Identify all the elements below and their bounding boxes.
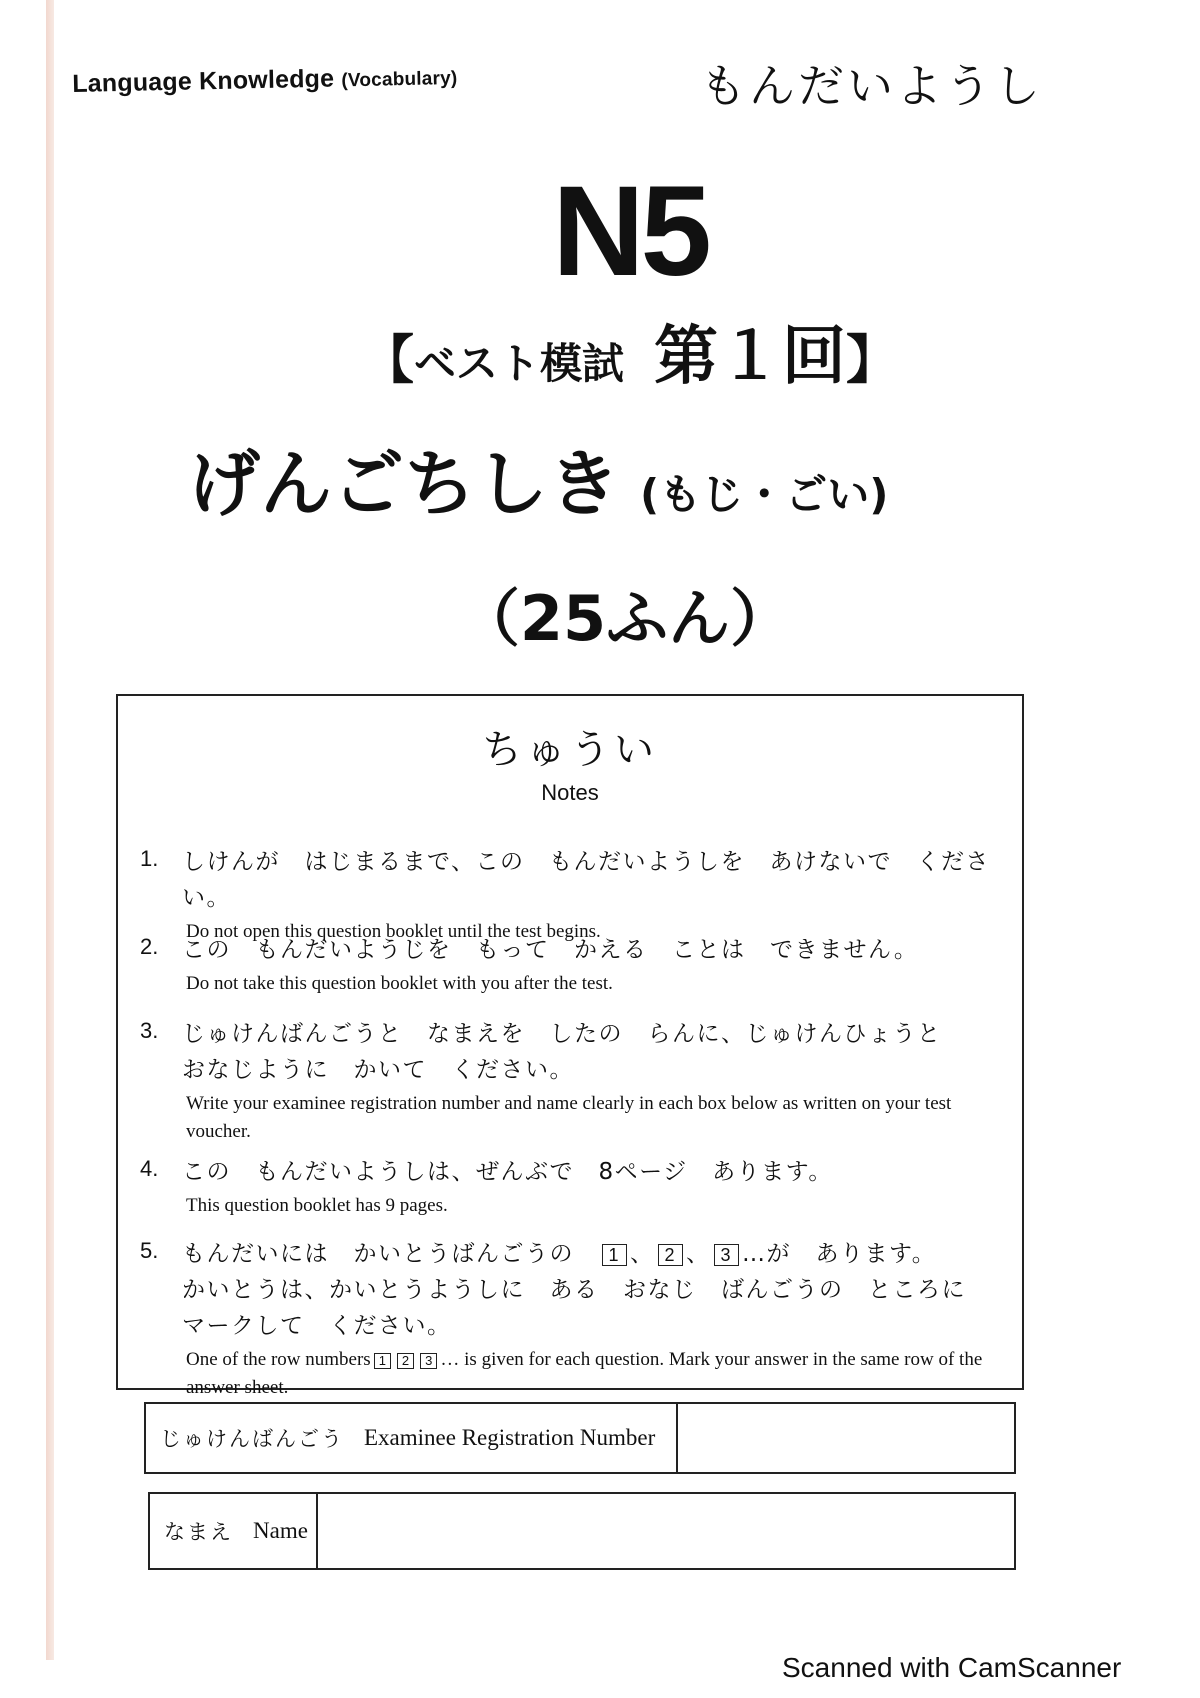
exam-duration: （25ふん） — [457, 582, 793, 655]
mock-exam-title — [0, 322, 1200, 392]
note-number: 1. — [140, 846, 159, 871]
best-moshi-label: ベスト模試 — [413, 339, 624, 388]
note-text-en-before: One of the row numbers — [186, 1349, 371, 1370]
section-title — [188, 442, 889, 526]
answer-number-box-2-small: 2 — [397, 1353, 414, 1369]
registration-number-input-area[interactable] — [678, 1404, 1014, 1472]
note-text-jp: この もんだいようじを もって かえる ことは できません。 — [182, 937, 919, 963]
note-item-2 — [140, 932, 1000, 998]
exam-level: N5 — [552, 160, 708, 303]
registration-number-field — [144, 1402, 1016, 1474]
separator: 、 — [630, 1241, 655, 1267]
name-label — [150, 1494, 318, 1568]
name-label-en: Name — [253, 1518, 308, 1543]
note-text-jp: しけんが はじまるまで、この もんだいようしを あけないで ください。 — [182, 849, 991, 911]
bracket-open: 【 — [361, 331, 414, 391]
language-knowledge-header — [72, 62, 458, 99]
note-text-jp — [182, 1236, 1000, 1344]
notes-box — [116, 694, 1024, 1398]
registration-number-label — [146, 1404, 678, 1472]
separator: 、 — [686, 1241, 711, 1267]
note-number: 4. — [140, 1156, 159, 1181]
note-number: 3. — [140, 1018, 159, 1043]
note-text-en: This question booklet has 9 pages. — [186, 1195, 448, 1216]
note-text-en: Do not take this question booklet with you after the test. — [186, 973, 613, 994]
note-item-1 — [140, 844, 1000, 946]
name-field — [148, 1492, 1016, 1570]
note-text-jp-rest: かいとうは、かいとうようしに ある おなじ ばんごうの ところに マークして ください。 — [182, 1277, 966, 1339]
notes-heading: ちゅうい — [482, 727, 658, 773]
note-text-en: Do not open this question booklet until the test begins. — [186, 921, 601, 942]
language-knowledge-label: Language Knowledge — [72, 64, 335, 98]
note-text-en — [186, 1346, 1000, 1402]
note-text-en: Write your examinee registration number and name clearly in each box below as written on your test voucher. — [186, 1093, 952, 1142]
registration-number-label-en: Examinee Registration Number — [364, 1425, 656, 1450]
registration-number-label-jp: じゅけんばんごう — [160, 1427, 344, 1451]
bracket-close: 】 — [846, 331, 899, 391]
name-input-area[interactable] — [318, 1494, 1014, 1568]
note-text-en-after: … is given for each question. Mark your answer in the same row of the answer sheet. — [186, 1349, 983, 1398]
answer-number-box-2: 2 — [658, 1244, 684, 1266]
note-item-5 — [140, 1236, 1000, 1402]
answer-number-box-3: 3 — [714, 1244, 740, 1266]
section-name: げんごちしき — [188, 442, 621, 526]
scanner-watermark: Scanned with CamScanner — [782, 1652, 1122, 1683]
note-number: 2. — [140, 934, 159, 959]
answer-number-box-1: 1 — [602, 1244, 628, 1266]
notes-heading-en: Notes — [541, 780, 599, 805]
section-subtitle: (もじ・ごい) — [640, 470, 889, 519]
note-text-jp-after: …が あります。 — [742, 1241, 937, 1267]
name-label-jp: なまえ — [164, 1520, 233, 1544]
note-text-jp: この もんだいようしは、ぜんぶで 8ページ あります。 — [182, 1159, 833, 1185]
vocabulary-label: (Vocabulary) — [341, 67, 458, 92]
note-item-3 — [140, 1016, 1000, 1146]
note-item-4 — [140, 1154, 1000, 1220]
question-booklet-label: もんだいようし — [700, 59, 1043, 113]
note-text-jp: じゅけんばんごうと なまえを したの らんに、じゅけんひょうと おなじように かいて ください。 — [182, 1021, 942, 1083]
note-number: 5. — [140, 1238, 159, 1263]
answer-number-box-3-small: 3 — [420, 1353, 437, 1369]
answer-number-box-1-small: 1 — [374, 1353, 391, 1369]
round-label: 第１回 — [654, 320, 846, 394]
note-text-jp-before: もんだいには かいとうばんごうの — [182, 1241, 574, 1267]
